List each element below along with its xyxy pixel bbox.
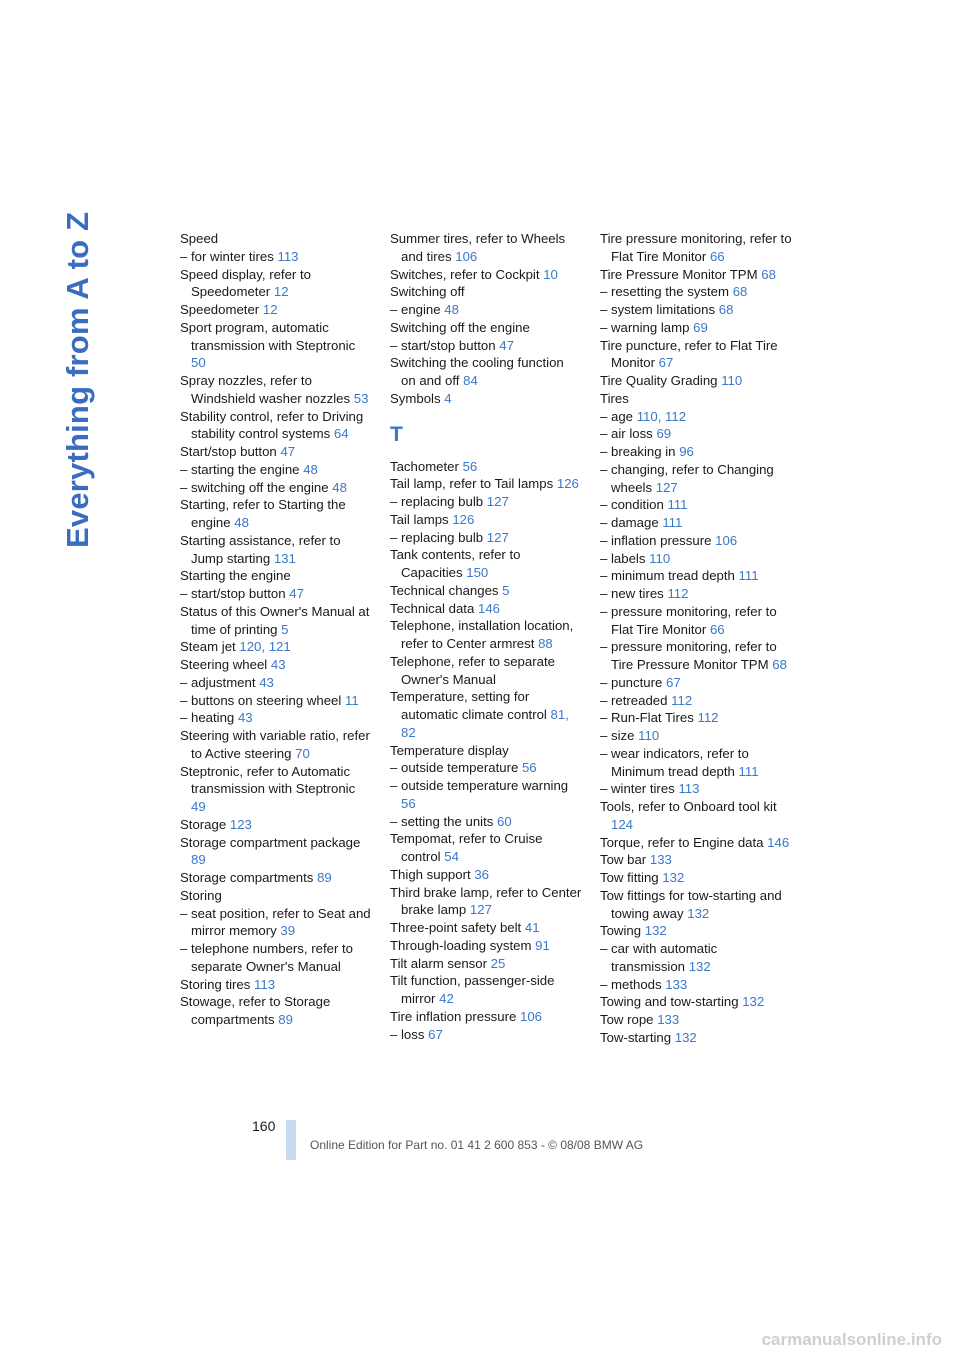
index-page-link[interactable]: 68	[772, 657, 787, 672]
index-entry	[180, 496, 372, 532]
index-entry	[390, 582, 582, 600]
index-page-link[interactable]: 112	[667, 586, 689, 601]
index-page-link[interactable]: 96	[679, 444, 694, 459]
index-entry	[390, 511, 582, 529]
index-entry	[180, 443, 372, 461]
index-entry	[600, 425, 792, 443]
index-entry-term: Stability control, refer to Driving stability control systems	[180, 408, 364, 442]
index-page-link[interactable]: 131	[273, 550, 296, 566]
index-page-link[interactable]: 89	[317, 870, 332, 885]
index-entry	[180, 567, 372, 585]
index-entry	[600, 869, 792, 887]
index-entry	[600, 514, 792, 532]
index-entry	[600, 1011, 792, 1029]
index-entry	[390, 390, 582, 408]
index-entry-term: – outside temperature	[390, 760, 519, 776]
index-entry	[390, 777, 582, 813]
index-entry	[390, 866, 582, 884]
index-page-link[interactable]: 69	[656, 426, 672, 442]
index-page-link[interactable]: 132	[662, 870, 685, 885]
index-page-link[interactable]: 48	[234, 515, 249, 530]
index-entry-term: Speed display, refer to Speedometer	[180, 266, 311, 300]
index-entry	[600, 496, 792, 514]
section-side-title: Everything from A to Z	[60, 211, 95, 548]
index-entry-term: – start/stop button	[390, 337, 496, 353]
index-entry	[600, 443, 792, 461]
index-entry	[390, 653, 582, 689]
index-entry	[390, 884, 582, 920]
index-entry-term: Tow rope	[600, 1012, 654, 1027]
index-entry	[390, 337, 582, 355]
index-entry	[180, 940, 372, 976]
index-entry-term: – pressure monitoring, refer to Tire Pressure Monitor TPM	[600, 639, 777, 672]
index-entry-term: Tow bar	[600, 852, 647, 868]
index-page-link[interactable]: 126	[556, 476, 579, 492]
index-entry-term: Tow fitting	[600, 870, 659, 885]
index-page-link[interactable]: 132	[688, 958, 711, 974]
index-entry-term: – inflation pressure	[600, 532, 712, 548]
index-entry	[390, 475, 582, 493]
index-entry	[390, 1008, 582, 1026]
index-page-link[interactable]: 88	[538, 636, 553, 651]
index-column-1	[180, 230, 372, 1029]
index-entry-term: – adjustment	[180, 674, 256, 690]
index-page-link[interactable]: 67	[666, 674, 681, 690]
index-entry-term: Torque, refer to Engine data	[600, 834, 764, 850]
index-entry-term: – warning lamp	[600, 319, 690, 335]
index-page-link[interactable]: 112	[671, 692, 693, 708]
index-entry-term: Tow-starting	[600, 1029, 672, 1045]
index-page-link[interactable]: 12	[262, 302, 278, 317]
index-page-link[interactable]: 110	[638, 728, 660, 743]
index-entry-term: – new tires	[600, 586, 664, 601]
index-entry-term: – winter tires	[600, 781, 675, 797]
index-entry	[180, 993, 372, 1029]
index-entry-term: – outside temperature warning	[390, 778, 569, 793]
watermark: carmanualsonline.info	[761, 1330, 942, 1349]
index-entry	[390, 937, 582, 955]
index-entry-term: Speedometer	[180, 302, 260, 317]
index-entry	[390, 688, 582, 741]
index-page-link[interactable]: 106	[519, 1008, 542, 1024]
index-entry-term: Stowage, refer to Storage compartments	[180, 994, 331, 1027]
index-entry	[600, 550, 792, 568]
index-entry-term: Third brake lamp, refer to Center brake lamp	[390, 884, 582, 918]
index-page-link[interactable]: 106	[715, 532, 738, 548]
index-entry-term: – starting the engine	[180, 461, 300, 477]
index-entry-term: Storing tires	[180, 976, 251, 992]
index-entry-term: Through-loading system	[390, 937, 532, 953]
index-page-link[interactable]: 124	[611, 816, 634, 832]
index-entry	[600, 887, 792, 923]
index-entry-term: Switching off	[390, 284, 465, 300]
index-page-link[interactable]: 112	[697, 710, 719, 726]
index-entry-term: Tail lamps	[390, 511, 449, 527]
index-entry-term: – telephone numbers, refer to separate Owner's Manual	[180, 941, 354, 974]
index-entry	[600, 319, 792, 337]
index-entry	[600, 266, 792, 284]
index-page-link[interactable]: 67	[658, 355, 674, 371]
index-page-link[interactable]: 113	[254, 976, 276, 992]
index-entry-term: Steering wheel	[180, 657, 268, 672]
index-entry	[600, 230, 792, 266]
index-entry-term: – changing, refer to Changing wheels	[600, 461, 774, 495]
index-entry-term: – car with automatic transmission	[600, 941, 718, 974]
index-entry-term: Three-point safety belt	[390, 920, 522, 935]
index-entry-term: – condition	[600, 497, 664, 513]
index-page-link[interactable]: 47	[499, 337, 514, 353]
index-page-link[interactable]: 110	[649, 550, 671, 566]
index-page-link[interactable]: 5	[281, 621, 289, 637]
index-entry-term: – buttons on steering wheel	[180, 692, 342, 708]
index-page-link[interactable]: 43	[259, 674, 274, 690]
index-page-link[interactable]: 89	[191, 852, 206, 868]
index-page-link[interactable]: 66	[709, 248, 725, 264]
index-page-link[interactable]: 48	[444, 302, 459, 317]
index-entry-term: Start/stop button	[180, 444, 277, 459]
index-entry	[600, 301, 792, 319]
index-page-link[interactable]: 47	[289, 586, 304, 601]
index-entry	[390, 1026, 582, 1044]
index-entry-term: Temperature display	[390, 742, 509, 758]
index-page-link[interactable]: 66	[709, 621, 725, 637]
index-entry	[390, 493, 582, 511]
index-entry	[180, 709, 372, 727]
index-entry	[390, 283, 582, 301]
index-entry-term: Tilt function, passenger-side mirror	[390, 973, 555, 1006]
index-page-link[interactable]: 42	[439, 991, 454, 1006]
index-entry-term: Tools, refer to Onboard tool kit	[600, 799, 777, 814]
index-entry-term: Spray nozzles, refer to Windshield washer nozzles	[180, 373, 351, 406]
index-entry-term: – replacing bulb	[390, 494, 484, 509]
index-entry-term: Tail lamp, refer to Tail lamps	[390, 476, 554, 492]
index-entry	[600, 993, 792, 1011]
index-entry-term: – loss	[390, 1026, 425, 1042]
index-page-link[interactable]: 69	[693, 319, 708, 335]
index-page-link[interactable]: 123	[229, 816, 252, 832]
index-entry	[180, 532, 372, 568]
index-page-link[interactable]: 43	[237, 710, 253, 726]
index-page-link[interactable]: 113	[678, 781, 700, 797]
index-entry	[180, 248, 372, 266]
index-entry	[180, 230, 372, 248]
index-entry	[600, 834, 792, 852]
index-page-link[interactable]: 127	[486, 529, 509, 545]
index-entry-term: Steam jet	[180, 639, 236, 655]
index-entry-term: Steptronic, refer to Automatic transmission with Steptronic	[180, 763, 356, 797]
index-entry	[390, 813, 582, 831]
index-page-link[interactable]: 49	[191, 799, 206, 814]
index-entry	[180, 319, 372, 372]
index-entry-term: Sport program, automatic transmission with Steptronic	[180, 319, 356, 353]
index-entry-term: Tilt alarm sensor	[390, 955, 487, 971]
index-entry	[390, 600, 582, 618]
index-page-link[interactable]: 36	[474, 866, 489, 882]
index-page-link[interactable]: 111	[662, 515, 683, 530]
index-entry-term: Status of this Owner's Manual at time of printing	[180, 603, 370, 637]
footer-edition-text: Online Edition for Part no. 01 41 2 600 853 - © 08/08 BMW AG	[310, 1138, 644, 1152]
index-page-link[interactable]: 43	[270, 657, 286, 672]
index-entry-term: – switching off the engine	[180, 479, 329, 495]
index-page-link[interactable]: 67	[428, 1026, 443, 1042]
index-entry	[390, 546, 582, 582]
index-entry-term: – age	[600, 408, 634, 424]
index-entry-term: – pressure monitoring, refer to Flat Tire Monitor	[600, 603, 777, 637]
index-entry	[600, 1029, 792, 1047]
index-entry	[180, 816, 372, 834]
index-entry-term: Tow fittings for tow-starting and towing away	[600, 887, 782, 921]
footer-accent-bar	[286, 1120, 296, 1160]
index-entry-term: – system limitations	[600, 302, 716, 317]
index-entry-term: Towing	[600, 923, 642, 939]
index-entry	[600, 780, 792, 798]
index-entry	[180, 656, 372, 674]
index-page-link[interactable]: 81, 82	[401, 707, 569, 740]
index-page-link[interactable]: 132	[644, 923, 667, 939]
index-entry-term: Tempomat, refer to Cruise control	[390, 831, 543, 864]
index-entry	[600, 638, 792, 674]
index-entry-term: – engine	[390, 302, 441, 317]
index-entry-term: Switches, refer to Cockpit	[390, 266, 540, 282]
index-entry	[180, 479, 372, 497]
index-entry	[180, 461, 372, 479]
index-entry-term: Storage	[180, 816, 227, 832]
index-entry	[180, 869, 372, 887]
index-page-link[interactable]: 68	[718, 302, 734, 317]
index-entry-term: Telephone, installation location, refer to Center armrest	[390, 618, 574, 651]
index-entry	[600, 372, 792, 390]
index-entry-term: – replacing bulb	[390, 529, 484, 545]
index-page-link[interactable]: 56	[521, 760, 537, 776]
index-page-link[interactable]: 56	[401, 795, 416, 811]
index-page-link[interactable]: 5	[502, 582, 510, 598]
index-page-link[interactable]: 91	[535, 937, 550, 953]
index-entry	[600, 283, 792, 301]
index-entry	[600, 692, 792, 710]
index-entry	[180, 372, 372, 408]
index-entry	[600, 390, 792, 408]
index-page-link[interactable]: 150	[466, 565, 489, 580]
index-entry	[390, 955, 582, 973]
index-entry-term: – breaking in	[600, 444, 676, 459]
index-entry-term: – wear indicators, refer to Minimum tread depth	[600, 745, 749, 779]
index-page-link[interactable]: 127	[486, 494, 509, 509]
index-column-3	[600, 230, 792, 1047]
index-entry-term: Temperature, setting for automatic climate control	[390, 689, 547, 722]
index-page-link[interactable]: 120, 121	[239, 639, 291, 655]
index-entry	[180, 727, 372, 763]
index-entry-term: Tire puncture, refer to Flat Tire Monitor	[600, 337, 778, 371]
index-entry	[390, 301, 582, 319]
index-page-link[interactable]: 4	[444, 390, 452, 406]
index-page-link[interactable]: 111	[667, 497, 688, 513]
index-page-link[interactable]: 48	[303, 461, 318, 477]
index-entry-term: – methods	[600, 976, 662, 992]
index-entry-term: Speed	[180, 231, 219, 246]
index-entry	[180, 976, 372, 994]
index-entry	[180, 692, 372, 710]
index-entry-term: – seat position, refer to Seat and mirror memory	[180, 905, 371, 939]
index-page-link[interactable]: 39	[280, 923, 296, 939]
index-page-link[interactable]: 133	[657, 1012, 680, 1027]
index-page-link[interactable]: 60	[497, 813, 512, 829]
index-entry	[390, 230, 582, 266]
index-entry	[180, 763, 372, 816]
index-entry	[600, 567, 792, 585]
index-entry-term: – damage	[600, 515, 659, 530]
index-page-link[interactable]: 133	[649, 852, 672, 868]
index-page-link[interactable]: 68	[761, 266, 776, 282]
index-entry-term: Tank contents, refer to Capacities	[390, 547, 521, 580]
index-entry-term: – Run-Flat Tires	[600, 710, 694, 726]
index-page-link[interactable]: 89	[278, 1012, 293, 1027]
index-entry-term: – for winter tires	[180, 248, 274, 264]
index-entry	[600, 408, 792, 426]
index-page-link[interactable]: 146	[767, 834, 790, 850]
index-column-2	[390, 230, 582, 1043]
index-entry-term: – setting the units	[390, 813, 494, 829]
index-entry-term: Steering with variable ratio, refer to Active steering	[180, 728, 370, 761]
index-entry	[180, 408, 372, 444]
index-entry-term: – air loss	[600, 426, 653, 442]
index-entry-term: Storage compartment package	[180, 834, 361, 850]
index-entry	[600, 532, 792, 550]
index-entry-term: Tire pressure monitoring, refer to Flat Tire Monitor	[600, 231, 792, 264]
index-page-link[interactable]: 110	[721, 373, 743, 388]
index-entry-term: Tire inflation pressure	[390, 1008, 517, 1024]
index-entry-term: Tire Quality Grading	[600, 373, 718, 388]
index-page-link[interactable]: 132	[674, 1029, 697, 1045]
index-page-link[interactable]: 127	[655, 479, 678, 495]
index-entry	[180, 603, 372, 639]
index-entry-term: Switching off the engine	[390, 319, 530, 335]
index-entry	[600, 798, 792, 834]
index-entry	[600, 922, 792, 940]
index-entry	[390, 319, 582, 337]
index-entry	[390, 266, 582, 284]
index-page-link[interactable]: 113	[277, 248, 299, 264]
index-page-link[interactable]: 84	[463, 373, 478, 388]
index-entry	[390, 759, 582, 777]
index-entry	[600, 940, 792, 976]
index-entry-term: Towing and tow-starting	[600, 994, 739, 1010]
index-entry-term: Starting the engine	[180, 568, 291, 584]
index-entry	[600, 745, 792, 781]
index-entry	[390, 742, 582, 760]
index-entry	[390, 354, 582, 390]
index-entry	[600, 709, 792, 727]
index-letter-heading: T	[390, 422, 403, 446]
index-entry	[390, 458, 582, 476]
index-entry-term: – retreaded	[600, 692, 668, 708]
index-entry	[600, 603, 792, 639]
index-entry-term: – heating	[180, 710, 235, 726]
index-entry-term: Storing	[180, 887, 222, 903]
index-entry	[600, 727, 792, 745]
index-entry-term: – puncture	[600, 674, 663, 690]
index-entry-term: – size	[600, 728, 635, 743]
index-entry	[180, 638, 372, 656]
index-entry-term: Technical changes	[390, 582, 499, 598]
index-page-link[interactable]: 70	[295, 745, 310, 761]
index-page-link[interactable]: 68	[732, 284, 748, 300]
index-page-link[interactable]: 48	[332, 479, 347, 495]
index-page-link[interactable]: 110, 112	[636, 408, 687, 424]
index-page-link[interactable]: 132	[742, 994, 765, 1010]
index-page-link[interactable]: 132	[687, 905, 710, 921]
index-page-link[interactable]: 41	[524, 920, 540, 935]
index-entry	[600, 337, 792, 373]
index-page-link[interactable]: 106	[455, 248, 478, 264]
index-page-link[interactable]: 47	[280, 444, 296, 459]
index-entry-term: – resetting the system	[600, 284, 730, 300]
index-entry-term: – start/stop button	[180, 586, 286, 601]
index-entry-term: Thigh support	[390, 866, 471, 882]
index-entry-term: Tires	[600, 390, 629, 406]
index-entry	[600, 851, 792, 869]
index-page-link[interactable]: 25	[490, 955, 506, 971]
index-entry-term: Technical data	[390, 600, 475, 616]
index-entry	[180, 266, 372, 302]
index-entry-term: – minimum tread depth	[600, 568, 735, 584]
index-entry-term: – labels	[600, 550, 646, 566]
index-entry	[390, 617, 582, 653]
index-page-link[interactable]: 12	[273, 284, 289, 300]
index-entry	[600, 585, 792, 603]
index-page-link[interactable]: 54	[444, 849, 459, 864]
index-entry-term: Starting, refer to Starting the engine	[180, 497, 346, 530]
index-entry	[180, 887, 372, 905]
index-page-link[interactable]: 64	[333, 426, 349, 442]
index-entry-term: Storage compartments	[180, 870, 314, 885]
index-page-link[interactable]: 111	[738, 568, 759, 584]
index-entry	[390, 830, 582, 866]
index-entry	[180, 301, 372, 319]
index-page-link[interactable]: 146	[477, 600, 500, 616]
index-entry-term: Switching the cooling function on and off	[390, 355, 564, 388]
index-entry-term: Telephone, refer to separate Owner's Manual	[390, 653, 555, 687]
index-entry	[180, 585, 372, 603]
index-page-link[interactable]: 53	[353, 390, 369, 406]
index-page-link[interactable]: 50	[191, 355, 206, 371]
index-entry-term: Starting assistance, refer to Jump starting	[180, 532, 341, 566]
index-entry	[180, 905, 372, 941]
index-entry	[600, 461, 792, 497]
index-entry	[600, 976, 792, 994]
index-page-link[interactable]: 133	[665, 976, 688, 992]
index-entry-term: Symbols	[390, 390, 441, 406]
page-number: 160	[252, 1118, 276, 1134]
index-page-link[interactable]: 10	[543, 266, 558, 282]
index-page-link[interactable]: 111	[738, 763, 759, 779]
index-entry-term: Tachometer	[390, 458, 459, 474]
index-entry	[390, 919, 582, 937]
index-page-link[interactable]: 11	[344, 692, 359, 708]
index-entry	[390, 529, 582, 547]
index-entry	[180, 674, 372, 692]
index-entry-term: Tire Pressure Monitor TPM	[600, 266, 758, 282]
index-entry	[180, 834, 372, 870]
index-page-link[interactable]: 56	[462, 458, 478, 474]
index-page-link[interactable]: 126	[452, 511, 475, 527]
index-entry	[600, 674, 792, 692]
index-entry	[390, 972, 582, 1008]
index-page-link[interactable]: 127	[469, 902, 492, 918]
index-entry-term: Summer tires, refer to Wheels and tires	[390, 231, 566, 264]
